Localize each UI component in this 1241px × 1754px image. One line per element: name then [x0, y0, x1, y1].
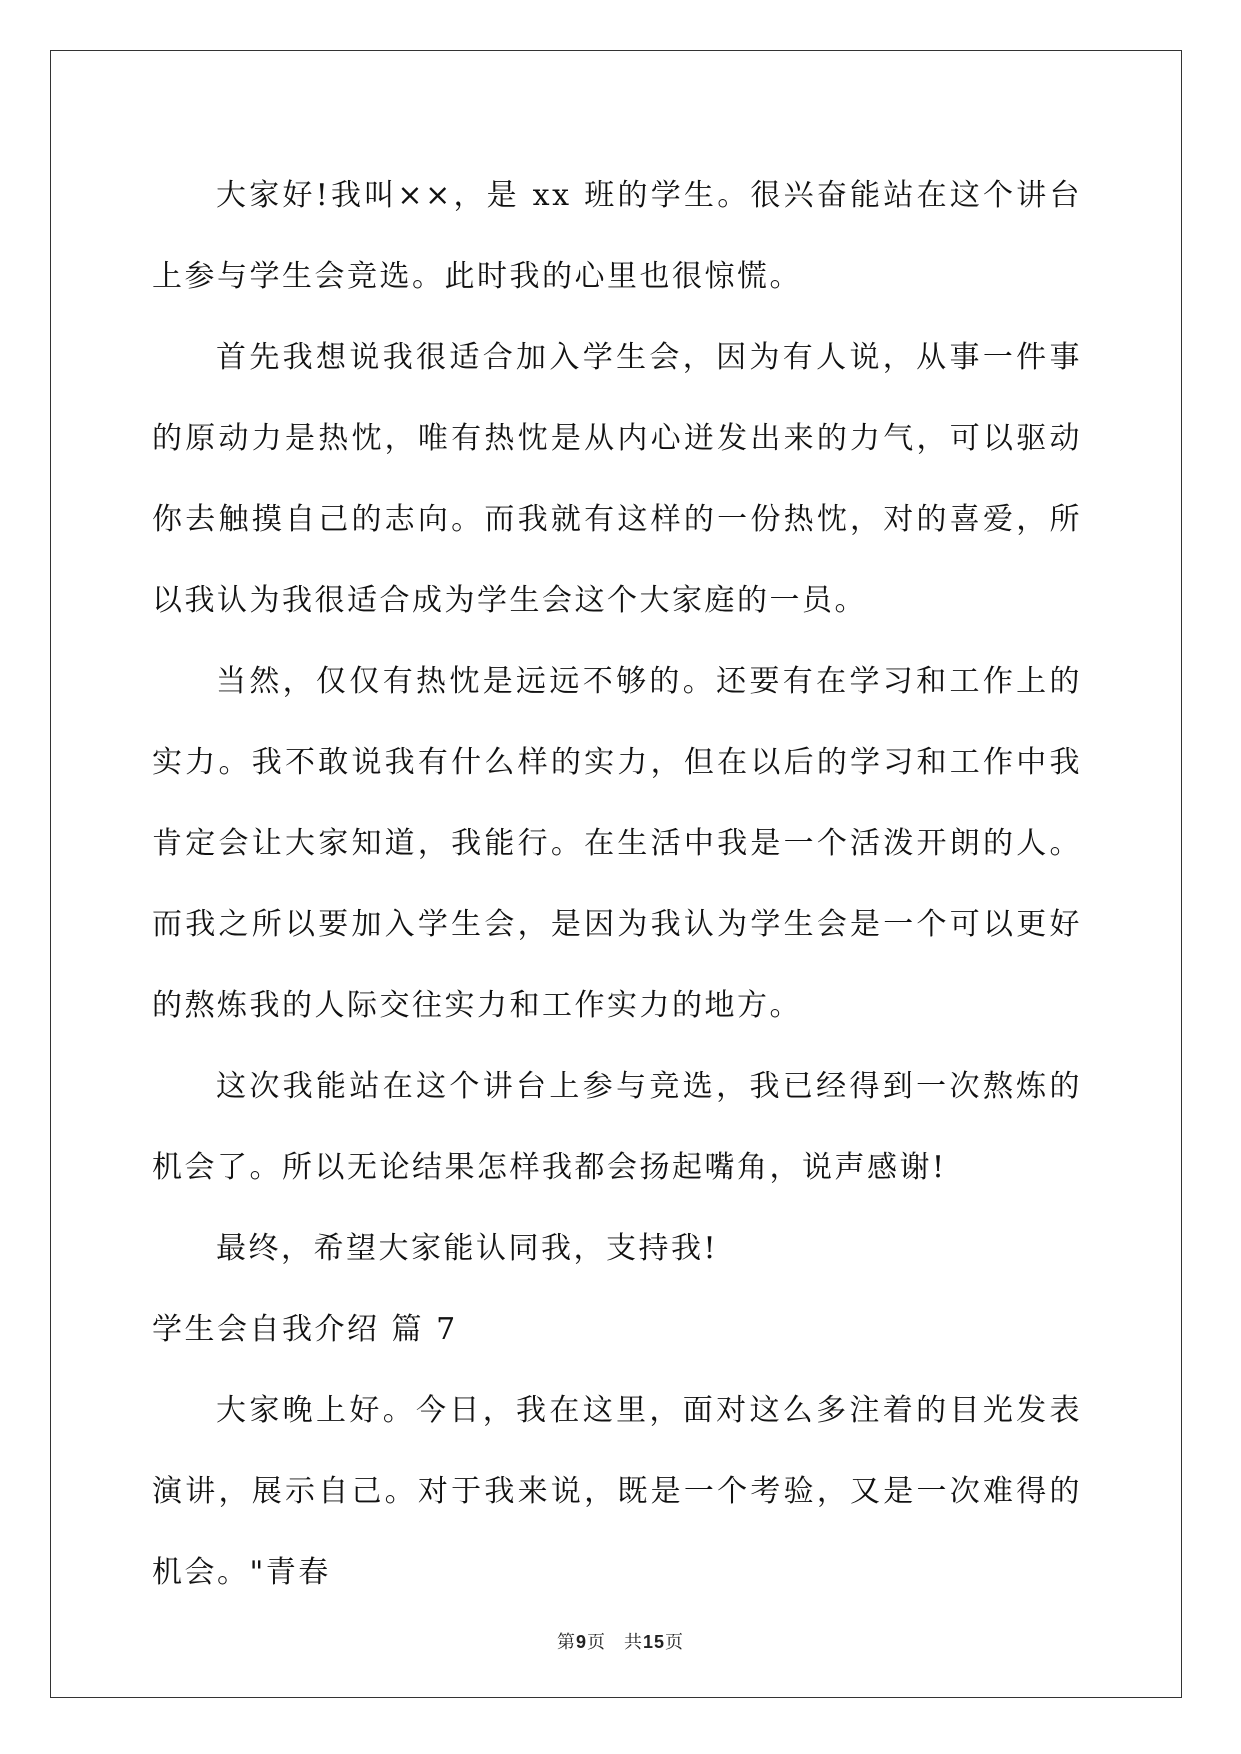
paragraph-2: 首先我想说我很适合加入学生会，因为有人说，从事一件事的原动力是热忱，唯有热忱是从内心迸发出来的力气，可以驱动你去触摸自己的志向。而我就有这样的一份热忱，对的喜爱，所以我认为我很适合成为学生会这个大家庭的一员。 [152, 340, 1082, 618]
paragraph-1: 大家好!我叫××，是 xx 班的学生。很兴奋能站在这个讲台上参与学生会竞选。此时我的心里也很惊慌。 [152, 178, 1082, 294]
total-suffix: 页 [665, 1632, 685, 1653]
page-footer [0, 1628, 1241, 1654]
paragraph-6: 大家晚上好。今日，我在这里，面对这么多注着的目光发表演讲，展示自己。对于我来说，既是一个考验，又是一次难得的机会。"青春 [152, 1393, 1082, 1590]
page-prefix: 第 [556, 1632, 576, 1653]
page-number: 9 [575, 1632, 587, 1652]
total-prefix: 共 [623, 1632, 643, 1653]
page-suffix: 页 [586, 1632, 606, 1653]
paragraph-4: 这次我能站在这个讲台上参与竞选，我已经得到一次熬炼的机会了。所以无论结果怎样我都会扬起嘴角，说声感谢! [152, 1069, 1082, 1185]
section-heading: 学生会自我介绍 篇 7 [152, 1312, 458, 1347]
paragraph-3: 当然，仅仅有热忱是远远不够的。还要有在学习和工作上的实力。我不敢说我有什么样的实力，但在以后的学习和工作中我肯定会让大家知道，我能行。在生活中我是一个活泼开朗的人。而我之所以要加入学生会，是因为我认为学生会是一个可以更好的熬炼我的人际交往实力和工作实力的地方。 [152, 664, 1082, 1023]
total-pages: 15 [642, 1632, 666, 1652]
paragraph-5: 最终，希望大家能认同我，支持我! [216, 1231, 719, 1266]
document-body [152, 155, 1082, 1613]
